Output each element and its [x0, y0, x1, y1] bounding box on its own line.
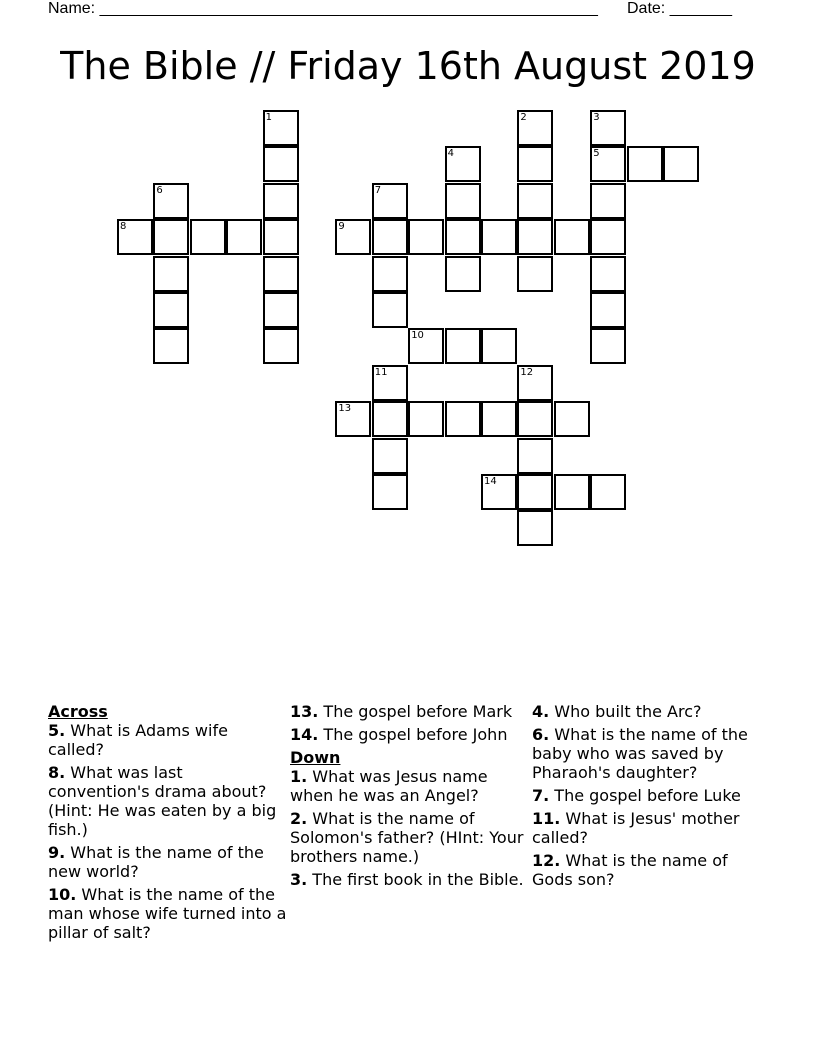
across-clue: [290, 702, 525, 721]
clue-text: The gospel before Luke: [549, 786, 741, 805]
down-clue: [532, 725, 772, 782]
crossword-cell[interactable]: [408, 401, 444, 437]
clue-number-label: 2: [520, 112, 527, 123]
clue-text: The first book in the Bible.: [307, 870, 524, 889]
clue-number-label: 7: [374, 184, 382, 196]
clue-number-label: 5: [593, 148, 600, 160]
down-clue: [290, 870, 525, 889]
clue-text: What is Jesus' mother called?: [532, 809, 740, 847]
clue-number-label: 10: [411, 330, 424, 342]
date-field-label: Date: _______: [627, 0, 732, 17]
crossword-cell[interactable]: [445, 219, 481, 255]
across-clue: [48, 763, 288, 839]
clues-column-2: [290, 702, 525, 893]
clue-number-label: 13: [338, 403, 352, 415]
clue-text: The gospel before Mark: [318, 702, 513, 721]
page-title: The Bible // Friday 16th August 2019: [60, 44, 756, 88]
crossword-cell[interactable]: [517, 256, 553, 292]
clue-number-label: 14: [484, 476, 497, 487]
clue-number: 5.: [48, 721, 66, 740]
crossword-cell[interactable]: [554, 401, 590, 437]
crossword-cell[interactable]: [153, 328, 189, 364]
crossword-cell[interactable]: [590, 256, 626, 292]
crossword-cell[interactable]: [481, 401, 517, 437]
across-clue: [48, 721, 288, 759]
down-clue: [532, 702, 772, 721]
down-clue: [290, 809, 525, 866]
crossword-cell[interactable]: [590, 183, 626, 219]
down-heading: Down: [290, 748, 341, 767]
clue-text: What was last convention's drama about? (Hint: He was eaten by a big fish.): [48, 763, 277, 839]
clue-number: 2.: [290, 809, 308, 828]
crossword-cell[interactable]: [517, 401, 553, 437]
crossword-cell[interactable]: [517, 510, 553, 546]
crossword-cell[interactable]: [517, 438, 553, 474]
crossword-cell[interactable]: [190, 219, 226, 255]
clue-number: 6.: [532, 725, 550, 744]
clue-number: 7.: [532, 786, 550, 805]
crossword-cell[interactable]: [554, 219, 590, 255]
crossword-cell[interactable]: [372, 438, 408, 474]
crossword-cell[interactable]: [153, 292, 189, 328]
clue-number: 3.: [290, 870, 308, 889]
clues-column-1: [48, 702, 288, 946]
crossword-cell[interactable]: [517, 219, 553, 255]
across-clue: [290, 725, 525, 744]
crossword-cell[interactable]: [263, 292, 299, 328]
crossword-cell[interactable]: [372, 401, 408, 437]
clue-number: 8.: [48, 763, 66, 782]
crossword-cell[interactable]: [481, 328, 517, 364]
crossword-cell[interactable]: [445, 328, 481, 364]
clue-number: 4.: [532, 702, 550, 721]
clue-number-label: 6: [156, 184, 163, 196]
crossword-cell[interactable]: [590, 474, 626, 510]
name-field-label: Name: ________________________________________________________: [48, 0, 598, 17]
down-clue: [532, 851, 772, 889]
clue-number-label: 9: [338, 221, 345, 233]
crossword-cell[interactable]: [263, 256, 299, 292]
across-heading: Across: [48, 702, 108, 721]
clue-number: 10.: [48, 885, 77, 904]
clue-number-label: 1: [265, 112, 272, 123]
crossword-cell[interactable]: [153, 256, 189, 292]
crossword-cell[interactable]: [372, 219, 408, 255]
clue-text: What is the name of Solomon's father? (HInt: Your brothers name.): [290, 809, 524, 866]
crossword-cell[interactable]: [226, 219, 262, 255]
crossword-cell[interactable]: [481, 219, 517, 255]
crossword-cell[interactable]: [372, 474, 408, 510]
crossword-cell[interactable]: [517, 474, 553, 510]
crossword-cell[interactable]: [445, 183, 481, 219]
crossword-cell[interactable]: [372, 256, 408, 292]
clue-text: What was Jesus name when he was an Angel?: [290, 767, 488, 805]
clue-text: What is the name of the new world?: [48, 843, 264, 881]
clue-text: The gospel before John: [318, 725, 508, 744]
crossword-cell[interactable]: [263, 146, 299, 182]
crossword-cell[interactable]: [153, 219, 189, 255]
clue-number: 9.: [48, 843, 66, 862]
crossword-cell[interactable]: [517, 146, 553, 182]
down-clue: [532, 786, 772, 805]
crossword-cell[interactable]: [445, 401, 481, 437]
across-clue: [48, 885, 288, 942]
clue-number-label: 8: [120, 221, 127, 233]
clue-number: 13.: [290, 702, 319, 721]
crossword-cell[interactable]: [590, 219, 626, 255]
crossword-cell[interactable]: [627, 146, 663, 182]
crossword-cell[interactable]: [263, 219, 299, 255]
crossword-cell[interactable]: [372, 292, 408, 328]
clue-text: What is the name of Gods son?: [532, 851, 728, 889]
across-clue: [48, 843, 288, 881]
clue-number-label: 3: [593, 112, 600, 123]
clue-text: Who built the Arc?: [549, 702, 702, 721]
clues-column-3: [532, 702, 772, 893]
down-clue: [290, 767, 525, 805]
clue-number: 11.: [532, 809, 561, 828]
clue-text: What is Adams wife called?: [48, 721, 228, 759]
crossword-cell[interactable]: [408, 219, 444, 255]
down-clue: [532, 809, 772, 847]
crossword-cell[interactable]: [663, 146, 699, 182]
crossword-cell[interactable]: [445, 256, 481, 292]
crossword-cell[interactable]: [517, 183, 553, 219]
crossword-cell[interactable]: [590, 328, 626, 364]
clue-text: What is the name of the baby who was saved by Pharaoh's daughter?: [532, 725, 748, 782]
clue-number-label: 11: [374, 366, 388, 378]
crossword-cell[interactable]: [263, 183, 299, 219]
clue-text: What is the name of the man whose wife turned into a pillar of salt?: [48, 885, 287, 942]
crossword-cell[interactable]: [554, 474, 590, 510]
clue-number: 14.: [290, 725, 319, 744]
clue-number: 1.: [290, 767, 308, 786]
clue-number-label: 4: [447, 148, 454, 160]
clue-number-label: 12: [520, 366, 534, 378]
crossword-cell[interactable]: [590, 292, 626, 328]
clue-number: 12.: [532, 851, 561, 870]
crossword-cell[interactable]: [263, 328, 299, 364]
